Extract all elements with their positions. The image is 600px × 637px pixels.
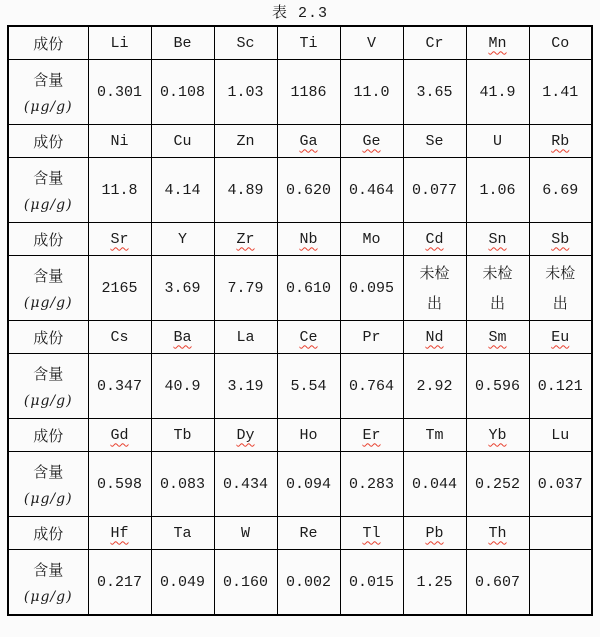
element-symbol-cell xyxy=(403,419,466,452)
element-symbol: Ce xyxy=(299,328,318,346)
element-value-cell xyxy=(88,452,151,517)
element-value: 3.69 xyxy=(164,279,201,297)
element-value-cell xyxy=(214,158,277,223)
element-symbol-cell xyxy=(277,223,340,256)
element-symbol: Li xyxy=(110,34,129,52)
element-value-cell xyxy=(529,158,592,223)
element-value: 2165 xyxy=(101,279,138,297)
content-row xyxy=(8,550,592,616)
element-value: 0.095 xyxy=(348,279,394,297)
element-value-cell xyxy=(151,452,214,517)
element-value: 0.764 xyxy=(348,377,394,395)
element-value: 0.121 xyxy=(537,377,583,395)
element-symbol-cell xyxy=(403,517,466,550)
composition-row xyxy=(8,223,592,256)
content-label-text: 含量 xyxy=(33,267,64,285)
element-symbol-cell xyxy=(88,517,151,550)
element-symbol: Sc xyxy=(236,34,255,52)
composition-row xyxy=(8,26,592,60)
content-label-text: 含量 xyxy=(33,561,64,579)
element-symbol-cell xyxy=(214,419,277,452)
element-value: 0.077 xyxy=(411,181,457,199)
content-row xyxy=(8,60,592,125)
composition-label-cell: 成份 xyxy=(8,26,88,60)
element-symbol-cell xyxy=(340,321,403,354)
element-symbol: Y xyxy=(177,230,187,248)
content-label-text: 含量 xyxy=(33,71,64,89)
element-symbol: Ba xyxy=(173,328,192,346)
element-symbol: Pr xyxy=(362,328,381,346)
element-symbol: Nd xyxy=(425,328,444,346)
element-value-cell xyxy=(529,60,592,125)
element-symbol: Zn xyxy=(236,132,255,150)
content-label-cell xyxy=(8,158,88,223)
element-symbol: Cs xyxy=(110,328,129,346)
element-symbol: Mo xyxy=(362,230,381,248)
element-value-cell xyxy=(88,256,151,321)
element-value: 0.217 xyxy=(96,573,142,591)
element-symbol-cell xyxy=(151,223,214,256)
element-value-cell xyxy=(340,354,403,419)
element-value-cell xyxy=(277,60,340,125)
element-value: 0.620 xyxy=(285,181,331,199)
element-symbol: Ga xyxy=(299,132,318,150)
element-value-cell xyxy=(340,452,403,517)
content-label-cell xyxy=(8,354,88,419)
element-value: 3.65 xyxy=(416,83,453,101)
element-value-cell xyxy=(151,60,214,125)
element-symbol-cell xyxy=(88,26,151,60)
element-symbol: Se xyxy=(425,132,444,150)
content-unit-text: (μg/g) xyxy=(23,197,73,213)
content-unit-text: (μg/g) xyxy=(23,491,73,507)
content-row xyxy=(8,158,592,223)
element-symbol-cell xyxy=(340,419,403,452)
content-label-text: 含量 xyxy=(33,365,64,383)
element-value: 0.607 xyxy=(474,573,520,591)
element-value-cell xyxy=(466,550,529,616)
element-symbol-cell xyxy=(151,517,214,550)
element-value: 0.044 xyxy=(411,475,457,493)
content-label-text: 含量 xyxy=(33,463,64,481)
composition-row xyxy=(8,419,592,452)
element-symbol-cell xyxy=(151,321,214,354)
element-value-cell xyxy=(403,60,466,125)
element-symbol: Eu xyxy=(551,328,570,346)
element-symbol-cell xyxy=(466,223,529,256)
element-value: 4.89 xyxy=(227,181,264,199)
element-symbol-cell xyxy=(214,517,277,550)
element-symbol: Sb xyxy=(551,230,570,248)
element-value: 1.25 xyxy=(416,573,453,591)
element-symbol: Tm xyxy=(425,426,444,444)
content-row xyxy=(8,452,592,517)
element-value: 未检出 xyxy=(419,264,450,312)
content-label-cell xyxy=(8,60,88,125)
element-symbol-cell xyxy=(151,419,214,452)
element-symbol-cell xyxy=(466,125,529,158)
element-value-cell xyxy=(88,550,151,616)
composition-label-cell: 成份 xyxy=(8,517,88,550)
element-symbol: Cr xyxy=(425,34,444,52)
element-symbol-cell xyxy=(529,125,592,158)
element-value: 0.160 xyxy=(222,573,268,591)
empty-cell xyxy=(529,517,592,550)
element-symbol-cell xyxy=(340,517,403,550)
element-value-cell xyxy=(214,550,277,616)
element-value: 1.03 xyxy=(227,83,264,101)
element-symbol-cell xyxy=(403,125,466,158)
element-symbol: Th xyxy=(488,524,507,542)
element-symbol-cell xyxy=(277,125,340,158)
element-symbol: Sn xyxy=(488,230,507,248)
element-value: 0.347 xyxy=(96,377,142,395)
content-label-cell xyxy=(8,256,88,321)
element-value: 0.049 xyxy=(159,573,205,591)
composition-row xyxy=(8,321,592,354)
element-symbol: Nb xyxy=(299,230,318,248)
element-symbol-cell xyxy=(277,321,340,354)
element-value-cell xyxy=(529,452,592,517)
element-symbol: Re xyxy=(299,524,318,542)
element-symbol: Tl xyxy=(362,524,381,542)
element-symbol: Dy xyxy=(236,426,255,444)
element-value-cell xyxy=(88,158,151,223)
content-unit-text: (μg/g) xyxy=(23,295,73,311)
element-symbol: Rb xyxy=(551,132,570,150)
composition-label-cell: 成份 xyxy=(8,223,88,256)
element-symbol: Zr xyxy=(236,230,255,248)
element-symbol: Ho xyxy=(299,426,318,444)
content-unit-text: (μg/g) xyxy=(23,99,73,115)
element-value: 0.015 xyxy=(348,573,394,591)
element-value: 40.9 xyxy=(164,377,201,395)
element-value-cell xyxy=(403,354,466,419)
element-symbol-cell xyxy=(340,26,403,60)
element-value-cell xyxy=(466,60,529,125)
element-value-cell xyxy=(277,256,340,321)
element-symbol: V xyxy=(366,34,376,52)
element-value: 未检出 xyxy=(545,264,576,312)
element-symbol-cell xyxy=(277,26,340,60)
element-symbol-cell xyxy=(151,125,214,158)
content-unit-text: (μg/g) xyxy=(23,589,73,605)
element-symbol: Be xyxy=(173,34,192,52)
element-symbol: Co xyxy=(551,34,570,52)
element-value-cell xyxy=(403,256,466,321)
element-value: 未检出 xyxy=(482,264,513,312)
element-value: 4.14 xyxy=(164,181,201,199)
element-value: 0.598 xyxy=(96,475,142,493)
element-value: 0.094 xyxy=(285,475,331,493)
element-value-cell xyxy=(340,256,403,321)
element-value-cell xyxy=(340,550,403,616)
element-symbol-cell xyxy=(529,321,592,354)
element-value: 0.464 xyxy=(348,181,394,199)
element-value-cell xyxy=(214,452,277,517)
element-value-cell xyxy=(466,452,529,517)
element-value: 1186 xyxy=(290,83,327,101)
element-value: 3.19 xyxy=(227,377,264,395)
element-value: 7.79 xyxy=(227,279,264,297)
element-value-cell xyxy=(151,158,214,223)
element-symbol-cell xyxy=(466,321,529,354)
composition-label-cell: 成份 xyxy=(8,321,88,354)
element-symbol-cell xyxy=(88,419,151,452)
element-symbol-cell xyxy=(214,223,277,256)
element-value-cell xyxy=(214,60,277,125)
content-row xyxy=(8,354,592,419)
element-value-cell xyxy=(214,354,277,419)
element-symbol: Tb xyxy=(173,426,192,444)
composition-table xyxy=(7,25,593,616)
empty-cell xyxy=(529,550,592,616)
element-symbol: Ti xyxy=(299,34,318,52)
content-row xyxy=(8,256,592,321)
composition-label-cell: 成份 xyxy=(8,125,88,158)
element-symbol: U xyxy=(492,132,502,150)
element-symbol-cell xyxy=(466,26,529,60)
element-value-cell xyxy=(277,550,340,616)
element-value-cell xyxy=(340,158,403,223)
element-value: 6.69 xyxy=(542,181,579,199)
element-value-cell xyxy=(466,158,529,223)
element-value-cell xyxy=(403,550,466,616)
element-value: 11.0 xyxy=(353,83,390,101)
element-value: 0.434 xyxy=(222,475,268,493)
element-symbol-cell xyxy=(403,223,466,256)
element-symbol-cell xyxy=(214,321,277,354)
element-symbol-cell xyxy=(403,26,466,60)
element-value: 0.301 xyxy=(96,83,142,101)
element-symbol: Er xyxy=(362,426,381,444)
element-symbol-cell xyxy=(88,223,151,256)
element-symbol-cell xyxy=(151,26,214,60)
element-value: 0.610 xyxy=(285,279,331,297)
element-symbol: Mn xyxy=(488,34,507,52)
element-value-cell xyxy=(88,354,151,419)
content-label-text: 含量 xyxy=(33,169,64,187)
element-value: 11.8 xyxy=(101,181,138,199)
table-title: 表 2.3 xyxy=(271,5,328,22)
element-value: 1.41 xyxy=(542,83,579,101)
element-symbol-cell xyxy=(340,223,403,256)
element-value-cell xyxy=(340,60,403,125)
element-value: 0.596 xyxy=(474,377,520,395)
element-symbol: Ge xyxy=(362,132,381,150)
element-symbol-cell xyxy=(88,321,151,354)
element-value-cell xyxy=(151,256,214,321)
element-symbol: Ni xyxy=(110,132,129,150)
element-symbol: Cu xyxy=(173,132,192,150)
element-symbol: Sm xyxy=(488,328,507,346)
element-symbol-cell xyxy=(466,517,529,550)
element-symbol: Lu xyxy=(551,426,570,444)
element-symbol: W xyxy=(240,524,250,542)
element-value: 0.083 xyxy=(159,475,205,493)
element-symbol: Gd xyxy=(110,426,129,444)
element-value-cell xyxy=(277,354,340,419)
element-symbol: La xyxy=(236,328,255,346)
element-symbol: Yb xyxy=(488,426,507,444)
element-value-cell xyxy=(529,354,592,419)
element-symbol-cell xyxy=(214,26,277,60)
element-symbol-cell xyxy=(214,125,277,158)
element-value-cell xyxy=(277,452,340,517)
element-symbol-cell xyxy=(403,321,466,354)
element-symbol-cell xyxy=(277,517,340,550)
element-symbol-cell xyxy=(340,125,403,158)
content-unit-text: (μg/g) xyxy=(23,393,73,409)
element-value: 2.92 xyxy=(416,377,453,395)
element-value: 41.9 xyxy=(479,83,516,101)
element-value-cell xyxy=(277,158,340,223)
element-symbol-cell xyxy=(466,419,529,452)
element-value: 0.002 xyxy=(285,573,331,591)
element-symbol-cell xyxy=(529,419,592,452)
element-value-cell xyxy=(214,256,277,321)
element-symbol: Ta xyxy=(173,524,192,542)
composition-row xyxy=(8,125,592,158)
element-value-cell xyxy=(529,256,592,321)
element-value-cell xyxy=(151,354,214,419)
element-value: 5.54 xyxy=(290,377,327,395)
element-symbol-cell xyxy=(529,223,592,256)
element-symbol-cell xyxy=(88,125,151,158)
element-value: 0.037 xyxy=(537,475,583,493)
element-symbol: Pb xyxy=(425,524,444,542)
element-value-cell xyxy=(151,550,214,616)
element-value-cell xyxy=(466,256,529,321)
element-symbol: Sr xyxy=(110,230,129,248)
element-value-cell xyxy=(466,354,529,419)
composition-row xyxy=(8,517,592,550)
content-label-cell xyxy=(8,550,88,616)
element-value: 1.06 xyxy=(479,181,516,199)
composition-label-cell: 成份 xyxy=(8,419,88,452)
element-symbol: Cd xyxy=(425,230,444,248)
element-value-cell xyxy=(403,158,466,223)
element-value-cell xyxy=(88,60,151,125)
element-value: 0.108 xyxy=(159,83,205,101)
element-value: 0.252 xyxy=(474,475,520,493)
element-value-cell xyxy=(403,452,466,517)
element-symbol-cell xyxy=(529,26,592,60)
element-symbol-cell xyxy=(277,419,340,452)
element-value: 0.283 xyxy=(348,475,394,493)
element-symbol: Hf xyxy=(110,524,129,542)
content-label-cell xyxy=(8,452,88,517)
